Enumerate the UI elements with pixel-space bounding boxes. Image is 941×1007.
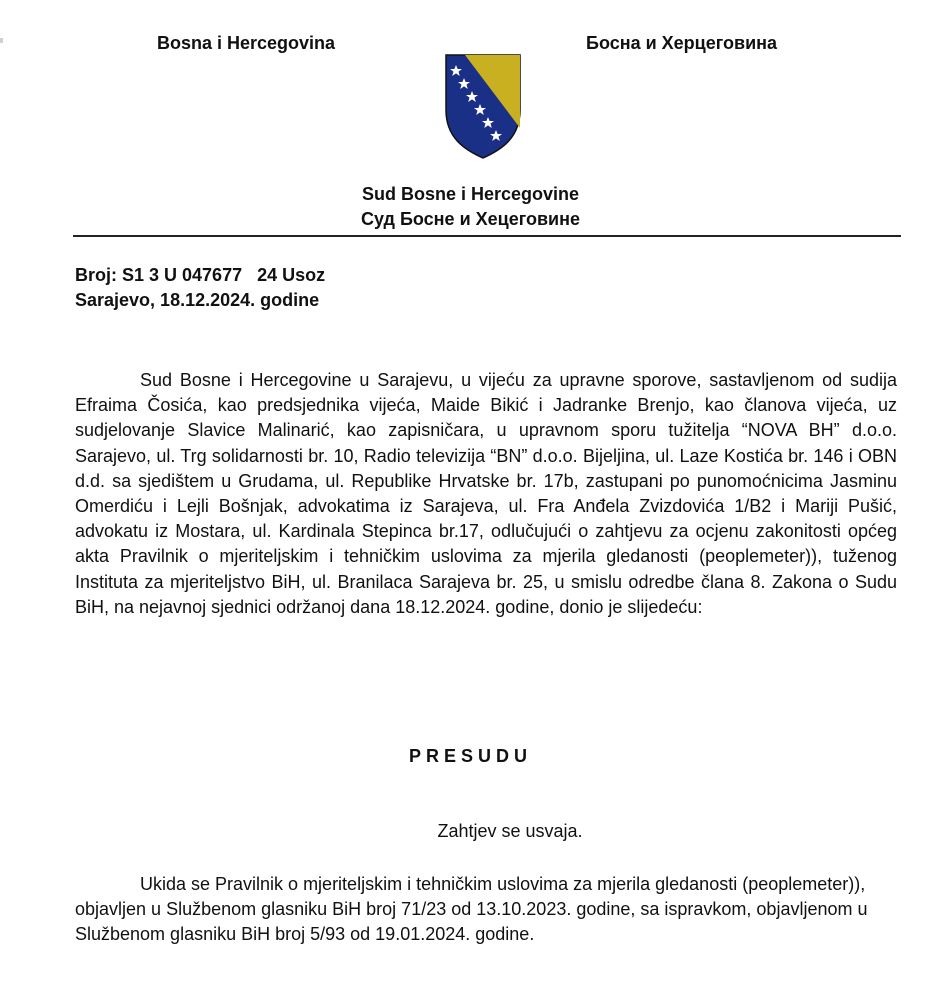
court-name-latin: Sud Bosne i Hercegovine xyxy=(361,184,580,204)
country-name-latin: Bosna i Hercegovina xyxy=(157,33,336,53)
country-name-cyrillic: Босна и Херцеговина xyxy=(586,33,778,53)
intro-paragraph: Sud Bosne i Hercegovine u Sarajevu, u vijeću za upravne sporove, sastavljenom od sudija Efraima Čosića, kao predsjednika vijeća, Maide Bikić i Jadranke Brenjo, kao članova vijeća, uz sudjelovanje Slavice Malinarić, kao zapisničara, u upravnom sporu tužitelja “NOVA BH” d.o.o. Sarajevo, ul. Trg solidarnosti br. 10, Radio televizija “BN” d.o.o. Bijeljina, ul. Laze Kostića br. 146 i OBN d.d. sa sjedištem u Grudama, ul. Republike Hrvatske br. 17b, zastupani po punomoćnicima Jasminu Omerdiću i Lejli Bošnjak, advokatima iz Sarajeva, ul. Fra Anđela Zvizdovića 1/B2 i Mariji Pušić, advokatu iz Mostara, ul. Kardinala Stepinca br.17, odlučujući o zahtjevu za ocjenu zakonitosti općeg akta Pravilnik o mjeriteljskim i tehničkim uslovima za mjerila gledanosti (peoplemeter)), tuženog Instituta za mjeriteljstvo BiH, ul. Branilaca Sarajeva br. 25, u smislu odredbe člana 8. Zakona o Sudu BiH, na nejavnoj sjednici održanoj dana 18.12.2024. godine, donio je slijedeću: xyxy=(75,370,897,617)
case-number: Broj: S1 3 U 047677 24 Usoz xyxy=(75,265,326,285)
coat-of-arms-icon xyxy=(443,50,523,160)
place-date: Sarajevo, 18.12.2024. godine xyxy=(75,290,320,310)
scan-speck xyxy=(0,38,3,43)
verdict-granted: Zahtjev se usvaja. xyxy=(437,821,583,841)
header-divider xyxy=(73,235,901,237)
court-name-cyrillic: Суд Босне и Хецеговине xyxy=(360,209,580,229)
verdict-title: PRESUDU xyxy=(408,746,532,766)
annulment-paragraph: Ukida se Pravilnik o mjeriteljskim i tehničkim uslovima za mjerila gledanosti (peoplemeter)), objavljen u Službenom glasniku BiH broj 71/23 od 13.10.2023. godine, sa ispravkom, objavljenom u Službenom glasniku BiH broj 5/93 od 19.01.2024. godine. xyxy=(75,874,868,944)
